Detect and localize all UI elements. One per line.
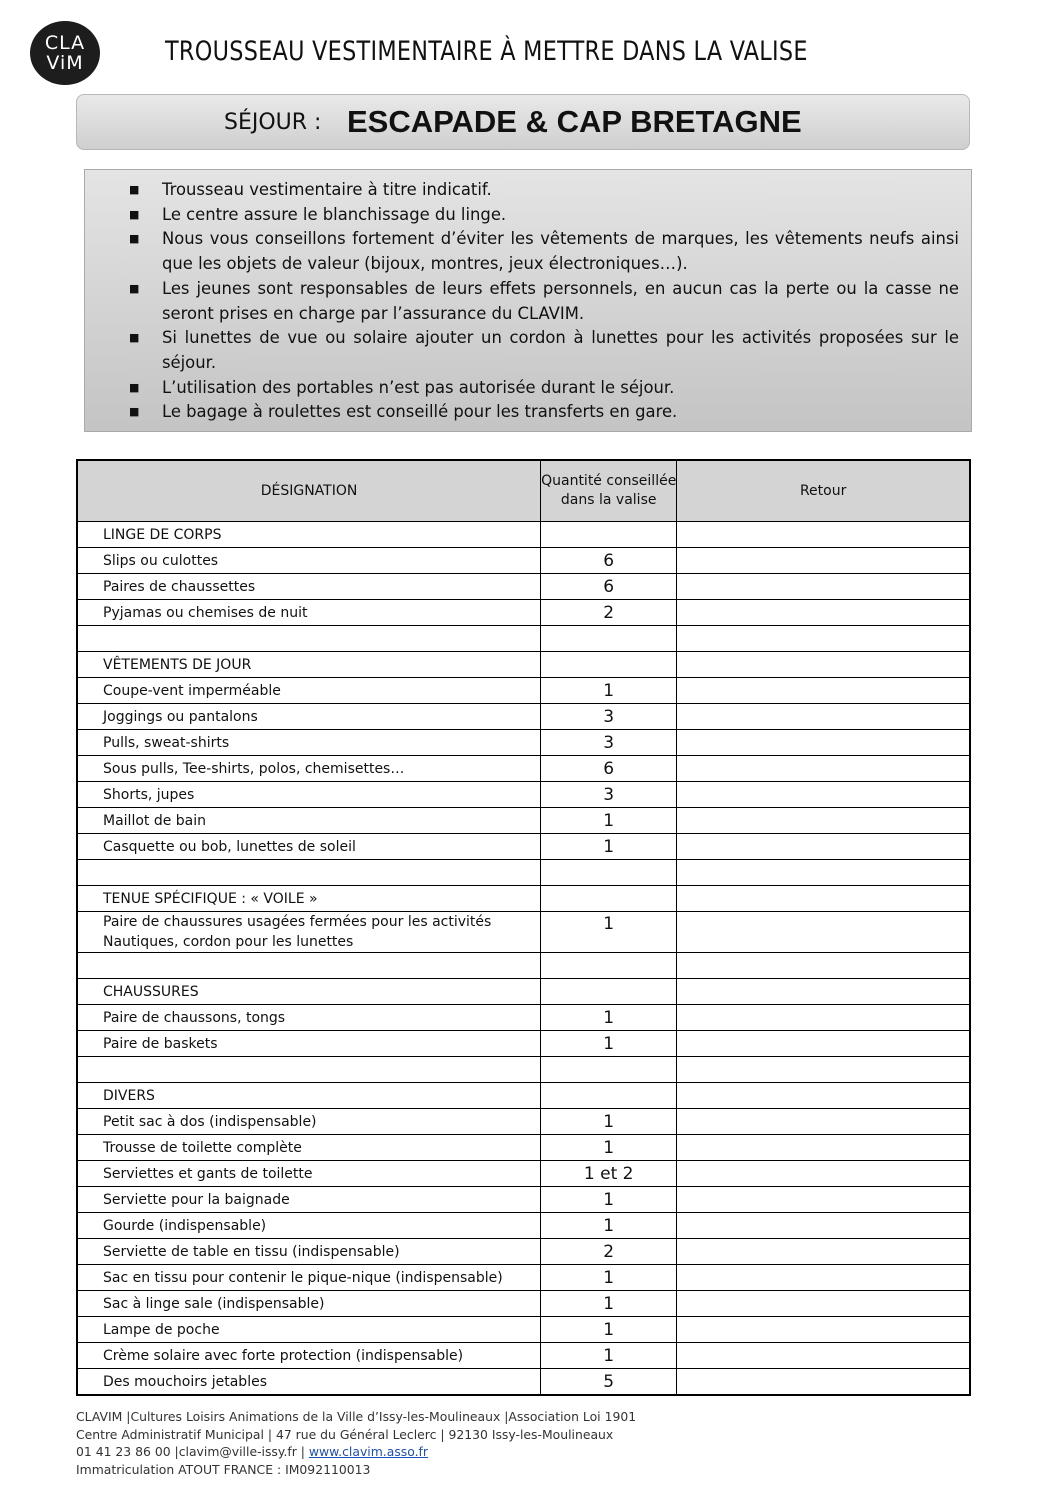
quantite-cell: 6 xyxy=(541,756,677,782)
logo-line-1: CLA xyxy=(44,32,86,54)
info-bullet-text: Trousseau vestimentaire à titre indicatif. xyxy=(162,180,492,199)
header-quantite: Quantité conseillée dans la valise xyxy=(541,460,677,522)
quantite-cell: 1 xyxy=(541,912,677,953)
designation-cell: Serviette pour la baignade xyxy=(77,1187,541,1213)
designation-cell: Coupe-vent imperméable xyxy=(77,678,541,704)
quantite-cell: 1 et 2 xyxy=(541,1161,677,1187)
table-row xyxy=(77,1057,970,1083)
footer-line-2: Centre Administratif Municipal | 47 rue du Général Leclerc | 92130 Issy-les-Moulineaux xyxy=(76,1426,614,1442)
table-row xyxy=(77,600,970,626)
table-row xyxy=(77,834,970,860)
table-row xyxy=(77,756,970,782)
quantite-cell: 1 xyxy=(541,1265,677,1291)
designation-cell: Trousse de toilette complète xyxy=(77,1135,541,1161)
info-list xyxy=(85,170,971,425)
quantite-cell: 6 xyxy=(541,574,677,600)
retour-cell[interactable] xyxy=(677,704,970,730)
square-bullet-icon: ■ xyxy=(129,232,140,246)
designation-cell: Serviettes et gants de toilette xyxy=(77,1161,541,1187)
info-bullet-text: Nous vous conseillons fortement d’éviter les vêtements de marques, les vêtements neufs ainsi que les objets de valeur (bijoux, montres, jeux électroniques…). xyxy=(162,229,959,274)
quantite-cell xyxy=(541,1057,677,1083)
quantite-cell: 1 xyxy=(541,808,677,834)
quantite-cell: 1 xyxy=(541,1213,677,1239)
designation-cell: Lampe de poche xyxy=(77,1317,541,1343)
designation-cell: TENUE SPÉCIFIQUE : « VOILE » xyxy=(77,886,541,912)
retour-cell[interactable] xyxy=(677,1187,970,1213)
quantite-cell xyxy=(541,522,677,548)
table-row xyxy=(77,704,970,730)
square-bullet-icon: ■ xyxy=(129,183,140,196)
retour-cell[interactable] xyxy=(677,979,970,1005)
quantite-cell: 3 xyxy=(541,782,677,808)
table-row xyxy=(77,678,970,704)
table-row xyxy=(77,548,970,574)
footer-line-4: Immatriculation ATOUT FRANCE : IM092110013 xyxy=(76,1461,371,1477)
info-bullet-item xyxy=(85,376,959,401)
table-row xyxy=(77,522,970,548)
table-row xyxy=(77,1109,970,1135)
designation-cell: Joggings ou pantalons xyxy=(77,704,541,730)
retour-cell[interactable] xyxy=(677,626,970,652)
quantite-cell: 6 xyxy=(541,548,677,574)
retour-cell[interactable] xyxy=(677,1291,970,1317)
table-row xyxy=(77,1343,970,1369)
retour-cell[interactable] xyxy=(677,1369,970,1396)
website-link[interactable]: www.clavim.asso.fr xyxy=(308,1444,429,1459)
designation-cell: Sac en tissu pour contenir le pique-nique (indispensable) xyxy=(77,1265,541,1291)
designation-cell: Maillot de bain xyxy=(77,808,541,834)
info-bullet-text: Le bagage à roulettes est conseillé pour les transferts en gare. xyxy=(162,402,678,422)
quantite-cell xyxy=(541,626,677,652)
header-designation: DÉSIGNATION xyxy=(77,460,541,522)
table-row xyxy=(77,860,970,886)
square-bullet-icon: ■ xyxy=(129,207,140,221)
designation-cell: Slips ou culottes xyxy=(77,548,541,574)
retour-cell[interactable] xyxy=(677,548,970,574)
quantite-cell: 1 xyxy=(541,1291,677,1317)
quantite-cell: 1 xyxy=(541,1109,677,1135)
designation-cell: CHAUSSURES xyxy=(77,979,541,1005)
table-row xyxy=(77,953,970,979)
quantite-cell: 2 xyxy=(541,1239,677,1265)
designation-cell: Paire de baskets xyxy=(77,1031,541,1057)
quantite-cell: 1 xyxy=(541,1135,677,1161)
info-bullet-item xyxy=(85,400,959,425)
retour-cell[interactable] xyxy=(677,834,970,860)
table-row xyxy=(77,1161,970,1187)
footer xyxy=(76,1408,636,1478)
retour-cell[interactable] xyxy=(677,730,970,756)
trousseau-table xyxy=(76,459,971,1396)
designation-cell: Shorts, jupes xyxy=(77,782,541,808)
footer-line-1: CLAVIM |Cultures Loisirs Animations de la Ville d’Issy-les-Moulineaux |Association Loi 1901 xyxy=(76,1409,637,1424)
retour-cell[interactable] xyxy=(677,1317,970,1343)
designation-cell xyxy=(77,626,541,652)
table-row xyxy=(77,1005,970,1031)
sejour-label: SÉJOUR : xyxy=(224,110,322,135)
quantite-cell: 1 xyxy=(541,834,677,860)
info-bullet-item xyxy=(85,277,959,326)
designation-cell: Des mouchoirs jetables xyxy=(77,1369,541,1396)
quantite-cell: 1 xyxy=(541,1005,677,1031)
quantite-cell xyxy=(541,979,677,1005)
designation-cell: LINGE DE CORPS xyxy=(77,522,541,548)
designation-cell xyxy=(77,953,541,979)
quantite-cell: 1 xyxy=(541,1031,677,1057)
quantite-cell xyxy=(541,886,677,912)
designation-cell xyxy=(77,860,541,886)
table-row xyxy=(77,574,970,600)
table-row xyxy=(77,652,970,678)
table-row xyxy=(77,1239,970,1265)
info-box xyxy=(84,169,972,432)
header-retour: Retour xyxy=(677,460,970,522)
designation-cell: Sous pulls, Tee-shirts, polos, chemisettes… xyxy=(77,756,541,782)
page-title: TROUSSEAU VESTIMENTAIRE À METTRE DANS LA VALISE xyxy=(165,36,808,67)
retour-cell[interactable] xyxy=(677,1239,970,1265)
info-bullet-item xyxy=(85,203,959,228)
retour-cell[interactable] xyxy=(677,1213,970,1239)
table-row xyxy=(77,782,970,808)
retour-cell[interactable] xyxy=(677,652,970,678)
retour-cell[interactable] xyxy=(677,756,970,782)
quantite-cell: 1 xyxy=(541,1317,677,1343)
retour-cell[interactable] xyxy=(677,1161,970,1187)
table-row xyxy=(77,912,970,953)
table-row xyxy=(77,1291,970,1317)
retour-cell[interactable] xyxy=(677,678,970,704)
retour-cell[interactable] xyxy=(677,1343,970,1369)
footer-contact: 01 41 23 86 00 |clavim@ville-issy.fr | xyxy=(76,1444,309,1459)
retour-cell[interactable] xyxy=(677,1005,970,1031)
square-bullet-icon: ■ xyxy=(129,331,140,345)
table-header-row xyxy=(77,460,970,522)
quantite-cell: 1 xyxy=(541,1343,677,1369)
sejour-name: ESCAPADE & CAP BRETAGNE xyxy=(347,104,802,139)
designation-cell: Sac à linge sale (indispensable) xyxy=(77,1291,541,1317)
logo-line-2: ViM xyxy=(46,52,84,74)
retour-cell[interactable] xyxy=(677,860,970,886)
designation-cell: Paire de chaussons, tongs xyxy=(77,1005,541,1031)
quantite-cell xyxy=(541,652,677,678)
designation-cell: DIVERS xyxy=(77,1083,541,1109)
table-row xyxy=(77,1369,970,1396)
square-bullet-icon: ■ xyxy=(129,380,140,394)
retour-cell[interactable] xyxy=(677,1083,970,1109)
designation-cell: Gourde (indispensable) xyxy=(77,1213,541,1239)
designation-cell: Pyjamas ou chemises de nuit xyxy=(77,600,541,626)
quantite-cell: 3 xyxy=(541,704,677,730)
retour-cell[interactable] xyxy=(677,886,970,912)
designation-cell: Paire de chaussures usagées fermées pour les activités Nautiques, cordon pour les lunettes xyxy=(77,912,541,953)
info-bullet-text: Si lunettes de vue ou solaire ajouter un cordon à lunettes pour les activités proposées sur le séjour. xyxy=(162,328,959,372)
quantite-cell: 1 xyxy=(541,678,677,704)
quantite-cell xyxy=(541,953,677,979)
info-bullet-text: Les jeunes sont responsables de leurs effets personnels, en aucun cas la perte ou la casse ne seront prises en charge par l’assurance du CLAVIM. xyxy=(162,278,959,323)
designation-cell: Paires de chaussettes xyxy=(77,574,541,600)
retour-cell[interactable] xyxy=(677,1135,970,1161)
table-row xyxy=(77,1083,970,1109)
table-body xyxy=(77,522,970,1396)
square-bullet-icon: ■ xyxy=(129,405,140,419)
retour-cell[interactable] xyxy=(677,574,970,600)
designation-cell: Serviette de table en tissu (indispensable) xyxy=(77,1239,541,1265)
table-row xyxy=(77,1317,970,1343)
retour-cell[interactable] xyxy=(677,782,970,808)
table-row xyxy=(77,1265,970,1291)
table-row xyxy=(77,626,970,652)
table-row xyxy=(77,886,970,912)
info-bullet-item xyxy=(85,326,959,375)
retour-cell[interactable] xyxy=(677,600,970,626)
clavim-logo xyxy=(30,21,100,85)
retour-cell[interactable] xyxy=(677,1057,970,1083)
quantite-cell: 3 xyxy=(541,730,677,756)
table-row xyxy=(77,808,970,834)
designation-cell xyxy=(77,1057,541,1083)
table-row xyxy=(77,1187,970,1213)
retour-cell[interactable] xyxy=(677,808,970,834)
table-row xyxy=(77,979,970,1005)
designation-cell: Crème solaire avec forte protection (indispensable) xyxy=(77,1343,541,1369)
table-row xyxy=(77,1213,970,1239)
quantite-cell xyxy=(541,860,677,886)
quantite-cell: 1 xyxy=(541,1187,677,1213)
retour-cell[interactable] xyxy=(677,1265,970,1291)
retour-cell[interactable] xyxy=(677,912,970,953)
designation-cell: Casquette ou bob, lunettes de soleil xyxy=(77,834,541,860)
retour-cell[interactable] xyxy=(677,953,970,979)
table-row xyxy=(77,730,970,756)
quantite-cell: 2 xyxy=(541,600,677,626)
info-bullet-item xyxy=(85,178,959,203)
retour-cell[interactable] xyxy=(677,1109,970,1135)
designation-cell: Petit sac à dos (indispensable) xyxy=(77,1109,541,1135)
info-bullet-item xyxy=(85,227,959,276)
retour-cell[interactable] xyxy=(677,522,970,548)
square-bullet-icon: ■ xyxy=(129,281,140,295)
table-row xyxy=(77,1031,970,1057)
footer-line-3 xyxy=(76,1443,636,1461)
quantite-cell xyxy=(541,1083,677,1109)
designation-cell: VÊTEMENTS DE JOUR xyxy=(77,652,541,678)
designation-cell: Pulls, sweat-shirts xyxy=(77,730,541,756)
quantite-cell: 5 xyxy=(541,1369,677,1396)
retour-cell[interactable] xyxy=(677,1031,970,1057)
info-bullet-text: Le centre assure le blanchissage du linge. xyxy=(162,204,507,224)
info-bullet-text: L’utilisation des portables n’est pas autorisée durant le séjour. xyxy=(162,377,675,397)
table-row xyxy=(77,1135,970,1161)
